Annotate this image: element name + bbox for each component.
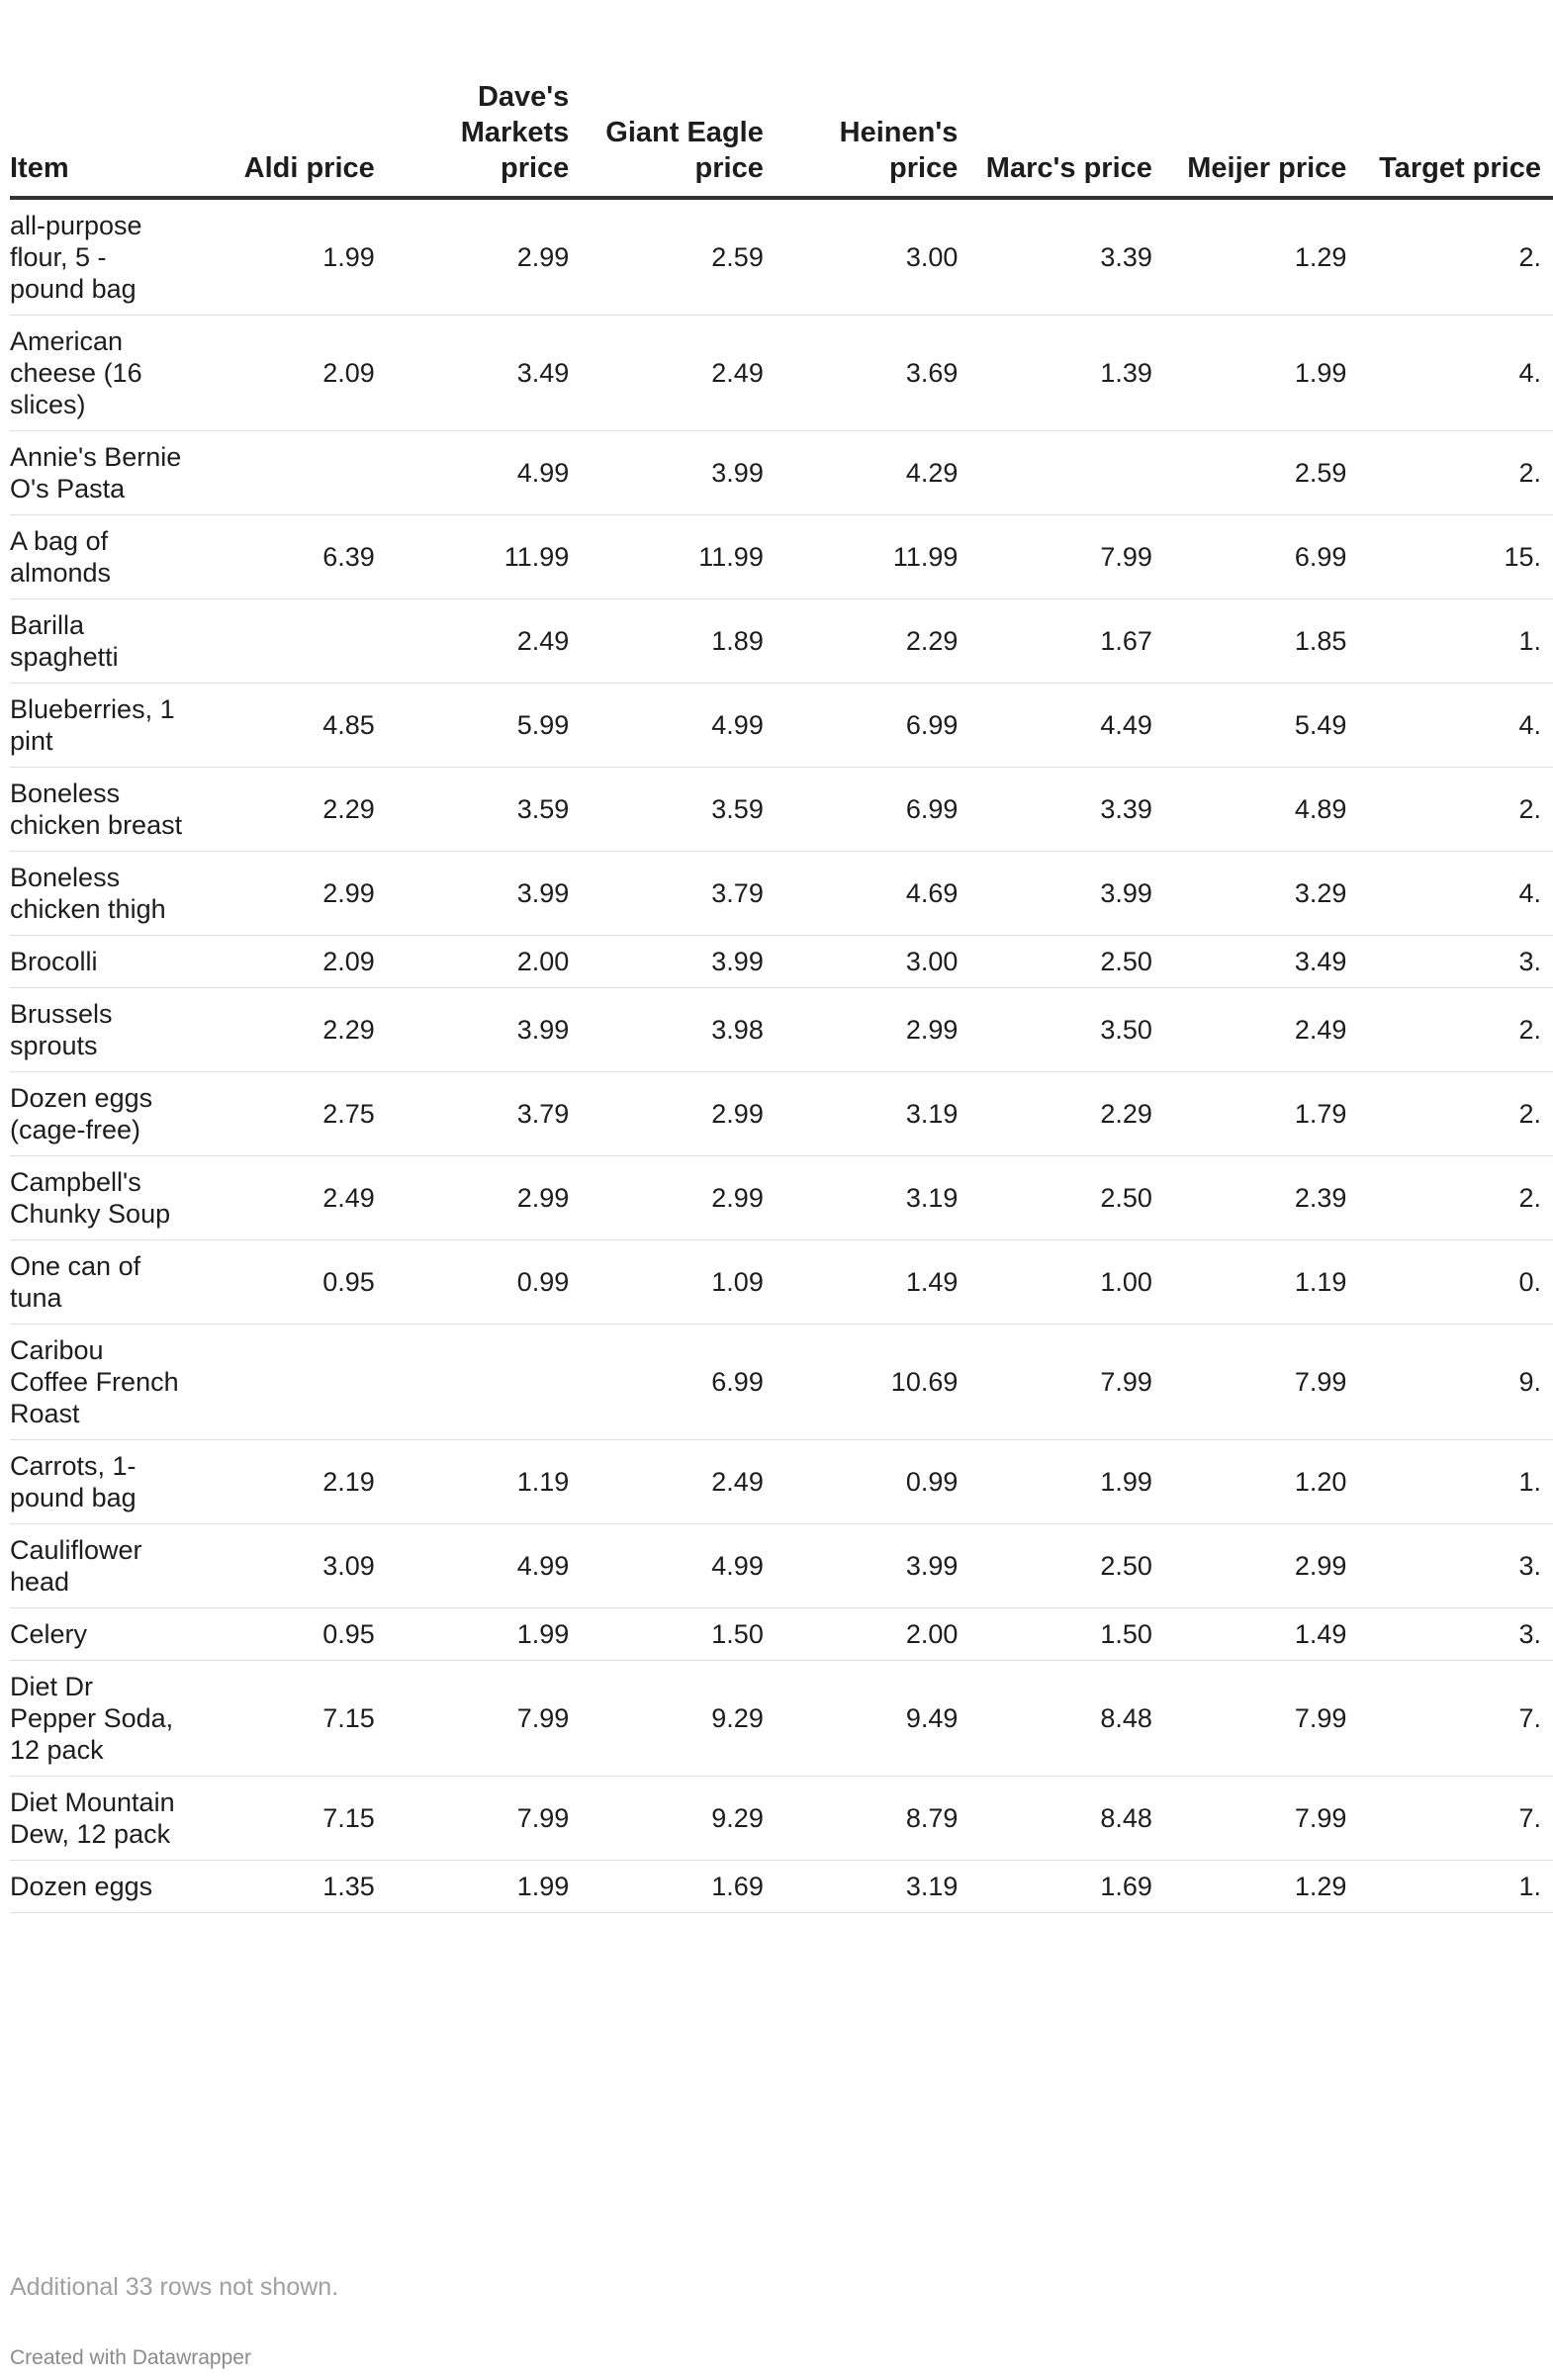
price-cell: 9. [1358,1325,1553,1440]
price-cell: 11.99 [387,515,582,599]
column-header: Aldi price [192,79,387,198]
price-cell: 1.49 [776,1240,970,1325]
price-cell: 3.09 [192,1524,387,1608]
price-cell: 10.69 [776,1325,970,1440]
price-cell: 3.59 [387,768,582,852]
price-cell: 4.99 [581,684,776,768]
price-cell: 5.49 [1164,684,1359,768]
price-cell: 2.49 [387,599,582,684]
column-header: Meijer price [1164,79,1359,198]
price-cell: 2.29 [776,599,970,684]
price-cell: 3.19 [776,1861,970,1913]
price-cell: 7.99 [1164,1777,1359,1861]
price-cell: 2.99 [581,1072,776,1156]
price-cell: 0.95 [192,1608,387,1661]
price-cell: 1. [1358,599,1553,684]
price-cell: 4.99 [581,1524,776,1608]
price-cell: 3.19 [776,1156,970,1240]
price-cell: 1.29 [1164,198,1359,316]
price-cell [969,431,1164,515]
price-cell: 2.00 [387,936,582,988]
column-header: Target price [1358,79,1553,198]
price-cell: 7.99 [969,1325,1164,1440]
price-cell: 0.99 [776,1440,970,1524]
price-cell: 2. [1358,198,1553,316]
item-cell: Blueberries, 1 pint [10,684,192,768]
table-row [10,1240,1553,1325]
price-cell: 3.59 [581,768,776,852]
price-cell: 0.95 [192,1240,387,1325]
price-cell: 0.99 [387,1240,582,1325]
price-cell: 1.39 [969,316,1164,431]
price-cell: 2.50 [969,1524,1164,1608]
price-cell: 2.99 [776,988,970,1072]
price-cell: 3.49 [1164,936,1359,988]
price-cell [387,1325,582,1440]
price-cell: 7.15 [192,1777,387,1861]
price-cell: 3. [1358,936,1553,988]
price-cell: 3.49 [387,316,582,431]
price-cell: 1.67 [969,599,1164,684]
price-cell: 0. [1358,1240,1553,1325]
table-header-row [10,79,1553,198]
price-cell: 1.09 [581,1240,776,1325]
price-cell: 2.49 [192,1156,387,1240]
price-cell: 2.99 [387,1156,582,1240]
table-row [10,1661,1553,1777]
price-cell: 2.99 [1164,1524,1359,1608]
price-cell: 2.09 [192,936,387,988]
price-cell: 2.59 [1164,431,1359,515]
item-cell: Brocolli [10,936,192,988]
table-body [10,198,1553,1913]
item-cell: Cauliflower head [10,1524,192,1608]
item-cell: Dozen eggs [10,1861,192,1913]
price-cell: 2.29 [192,768,387,852]
price-cell: 6.99 [776,768,970,852]
price-cell: 1. [1358,1440,1553,1524]
price-cell: 3.99 [776,1524,970,1608]
table-row [10,1156,1553,1240]
price-cell: 5.99 [387,684,582,768]
price-cell: 1.79 [1164,1072,1359,1156]
item-cell: Caribou Coffee French Roast [10,1325,192,1440]
item-cell: Brussels sprouts [10,988,192,1072]
price-cell: 2.19 [192,1440,387,1524]
price-cell: 3.39 [969,198,1164,316]
price-cell: 2.99 [192,852,387,936]
price-cell: 3.39 [969,768,1164,852]
price-cell: 2.29 [192,988,387,1072]
price-cell: 3.50 [969,988,1164,1072]
price-cell: 7. [1358,1777,1553,1861]
table-row [10,768,1553,852]
price-cell: 3.29 [1164,852,1359,936]
price-cell: 7.99 [1164,1325,1359,1440]
rows-not-shown-note: Additional 33 rows not shown. [10,2273,339,2301]
item-cell: Campbell's Chunky Soup [10,1156,192,1240]
price-cell: 3.79 [387,1072,582,1156]
price-cell: 4.99 [387,1524,582,1608]
price-cell: 2. [1358,431,1553,515]
price-cell: 8.79 [776,1777,970,1861]
table-row [10,198,1553,316]
price-cell: 6.99 [581,1325,776,1440]
table-row [10,684,1553,768]
price-cell: 1.20 [1164,1440,1359,1524]
table-row [10,599,1553,684]
price-cell: 1.99 [387,1861,582,1913]
table-row [10,988,1553,1072]
table-row [10,1524,1553,1608]
column-header: Marc's price [969,79,1164,198]
price-cell: 3.98 [581,988,776,1072]
item-cell: all-purpose flour, 5 - pound bag [10,198,192,316]
column-header: Item [10,79,192,198]
price-cell: 1.50 [969,1608,1164,1661]
price-cell: 9.29 [581,1661,776,1777]
price-cell: 2. [1358,1072,1553,1156]
price-cell: 8.48 [969,1661,1164,1777]
price-cell: 7.99 [387,1661,582,1777]
price-cell: 3. [1358,1524,1553,1608]
price-cell: 3.99 [969,852,1164,936]
table-row [10,1440,1553,1524]
price-cell: 1.49 [1164,1608,1359,1661]
price-cell: 1.85 [1164,599,1359,684]
table-row [10,431,1553,515]
price-cell: 4. [1358,852,1553,936]
price-cell: 3.99 [387,988,582,1072]
price-table-viewport [10,79,1541,1913]
table-row [10,1861,1553,1913]
price-cell: 9.49 [776,1661,970,1777]
price-cell: 3.99 [387,852,582,936]
item-cell: Dozen eggs (cage-free) [10,1072,192,1156]
price-cell: 4.29 [776,431,970,515]
price-cell: 2. [1358,988,1553,1072]
item-cell: Diet Dr Pepper Soda, 12 pack [10,1661,192,1777]
price-cell: 2.09 [192,316,387,431]
price-cell: 6.39 [192,515,387,599]
price-cell: 2.99 [387,198,582,316]
price-cell: 1.19 [387,1440,582,1524]
item-cell: One can of tuna [10,1240,192,1325]
price-cell: 7.99 [387,1777,582,1861]
price-cell: 2.00 [776,1608,970,1661]
price-cell: 2.49 [581,1440,776,1524]
price-cell: 4.89 [1164,768,1359,852]
datawrapper-credit: Created with Datawrapper [10,2346,251,2369]
price-cell: 1.50 [581,1608,776,1661]
price-cell: 9.29 [581,1777,776,1861]
table-row [10,1325,1553,1440]
column-header: Heinen's price [776,79,970,198]
price-cell: 7.15 [192,1661,387,1777]
table-row [10,1608,1553,1661]
price-cell: 4.69 [776,852,970,936]
price-cell: 2.50 [969,1156,1164,1240]
item-cell: Boneless chicken thigh [10,852,192,936]
price-cell: 1.35 [192,1861,387,1913]
price-table [10,79,1553,1913]
price-cell: 2.59 [581,198,776,316]
price-cell: 2.29 [969,1072,1164,1156]
price-cell: 3.99 [581,431,776,515]
price-cell: 1.19 [1164,1240,1359,1325]
price-cell: 7. [1358,1661,1553,1777]
item-cell: Diet Mountain Dew, 12 pack [10,1777,192,1861]
price-cell: 11.99 [776,515,970,599]
column-header: Giant Eagle price [581,79,776,198]
price-cell: 3.99 [581,936,776,988]
price-cell: 3. [1358,1608,1553,1661]
price-cell: 2.39 [1164,1156,1359,1240]
price-cell: 2.49 [581,316,776,431]
item-cell: Celery [10,1608,192,1661]
price-cell: 4.49 [969,684,1164,768]
price-cell: 4.85 [192,684,387,768]
price-cell: 2.99 [581,1156,776,1240]
price-cell: 3.00 [776,936,970,988]
price-cell: 15. [1358,515,1553,599]
table-row [10,316,1553,431]
item-cell: Annie's Bernie O's Pasta [10,431,192,515]
price-cell: 4. [1358,684,1553,768]
item-cell: Barilla spaghetti [10,599,192,684]
price-cell: 3.00 [776,198,970,316]
price-cell: 3.69 [776,316,970,431]
price-cell: 2.50 [969,936,1164,988]
price-cell: 1. [1358,1861,1553,1913]
price-cell: 2. [1358,768,1553,852]
item-cell: A bag of almonds [10,515,192,599]
price-cell: 1.99 [192,198,387,316]
table-row [10,515,1553,599]
item-cell: Carrots, 1-pound bag [10,1440,192,1524]
price-cell: 3.79 [581,852,776,936]
price-cell: 6.99 [776,684,970,768]
price-cell [192,431,387,515]
table-row [10,1072,1553,1156]
price-cell: 2.75 [192,1072,387,1156]
price-cell: 7.99 [969,515,1164,599]
price-cell: 1.99 [1164,316,1359,431]
price-cell: 7.99 [1164,1661,1359,1777]
price-cell: 11.99 [581,515,776,599]
price-cell [192,1325,387,1440]
price-cell: 1.89 [581,599,776,684]
price-cell: 3.19 [776,1072,970,1156]
price-cell: 2. [1358,1156,1553,1240]
price-cell: 8.48 [969,1777,1164,1861]
item-cell: Boneless chicken breast [10,768,192,852]
price-cell: 4. [1358,316,1553,431]
price-cell: 2.49 [1164,988,1359,1072]
price-cell: 1.69 [581,1861,776,1913]
price-cell: 1.29 [1164,1861,1359,1913]
price-cell [192,599,387,684]
price-cell: 1.99 [969,1440,1164,1524]
table-row [10,1777,1553,1861]
price-cell: 6.99 [1164,515,1359,599]
price-cell: 1.00 [969,1240,1164,1325]
item-cell: American cheese (16 slices) [10,316,192,431]
table-row [10,936,1553,988]
price-cell: 1.99 [387,1608,582,1661]
price-cell: 4.99 [387,431,582,515]
price-cell: 1.69 [969,1861,1164,1913]
column-header: Dave's Markets price [387,79,582,198]
table-row [10,852,1553,936]
